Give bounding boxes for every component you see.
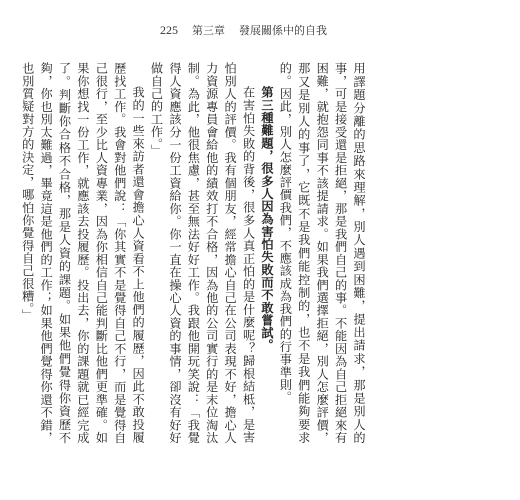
chapter-title: 發展關係中的自我 [239, 24, 327, 37]
paragraph-2: 在害怕失敗的背後，很多人真正怕的是什麼呢？歸根結柢，是害怕別人的評價。我有個朋友，經常擔心自己在公司表現不好，擔心人力資源專員會給他的績效打不合格，因為他的公司實行的是末位淘汰制。為此，他很焦慮，甚至無法好好工作。我跟他開玩笑說：「我覺得人資應該分一份工資給你。你一直在操心人資的事情，卻沒有好好做自己的工作。」 [149, 62, 256, 444]
running-header [160, 22, 327, 38]
page-number: 225 [160, 23, 178, 37]
chapter-number: 第三章 [192, 24, 225, 37]
page-body [18, 62, 368, 444]
paragraph-1: 用譯題分離的思路來理解，別人遇到困難，提出請求，那是別人的事，可是接受還是拒絕，那是我們自己的事。不能因為自己拒絕來有困難，就抱怨同事不該提請求。如果我們選擇拒絕，別人怎麼評價，那又是別人的事了，它既不是我們能控制的，也不是我們能夠要求的。因此，別人怎麼評價我們，不應該成為我們的行事準則。 [278, 62, 366, 444]
section-subhead: 第三種難題，很多人因為害怕失敗而不敢嘗試。 [259, 86, 274, 353]
paragraph-3: 我的一些來訪者還會擔心人資看不上他們的履歷，因此不敢投履歷找工作。我會對他們說：「你其實不是覺得自己不行，而是覺得自己很行，至少比人資專業，因為你相信自己能判斷比他們更準確。如果你想找一份工作，就應該去投履歷。投出去，你的課題就已經完成了。判斷你合格不合格，那是人資的課題。如果他們覺得你資歷不夠，你也別太難過，畢竟這是他們的工作；如果他們覺得你還不錯，也別質疑對方的決定，哪怕你覺得自己很糟。」 [20, 62, 146, 444]
